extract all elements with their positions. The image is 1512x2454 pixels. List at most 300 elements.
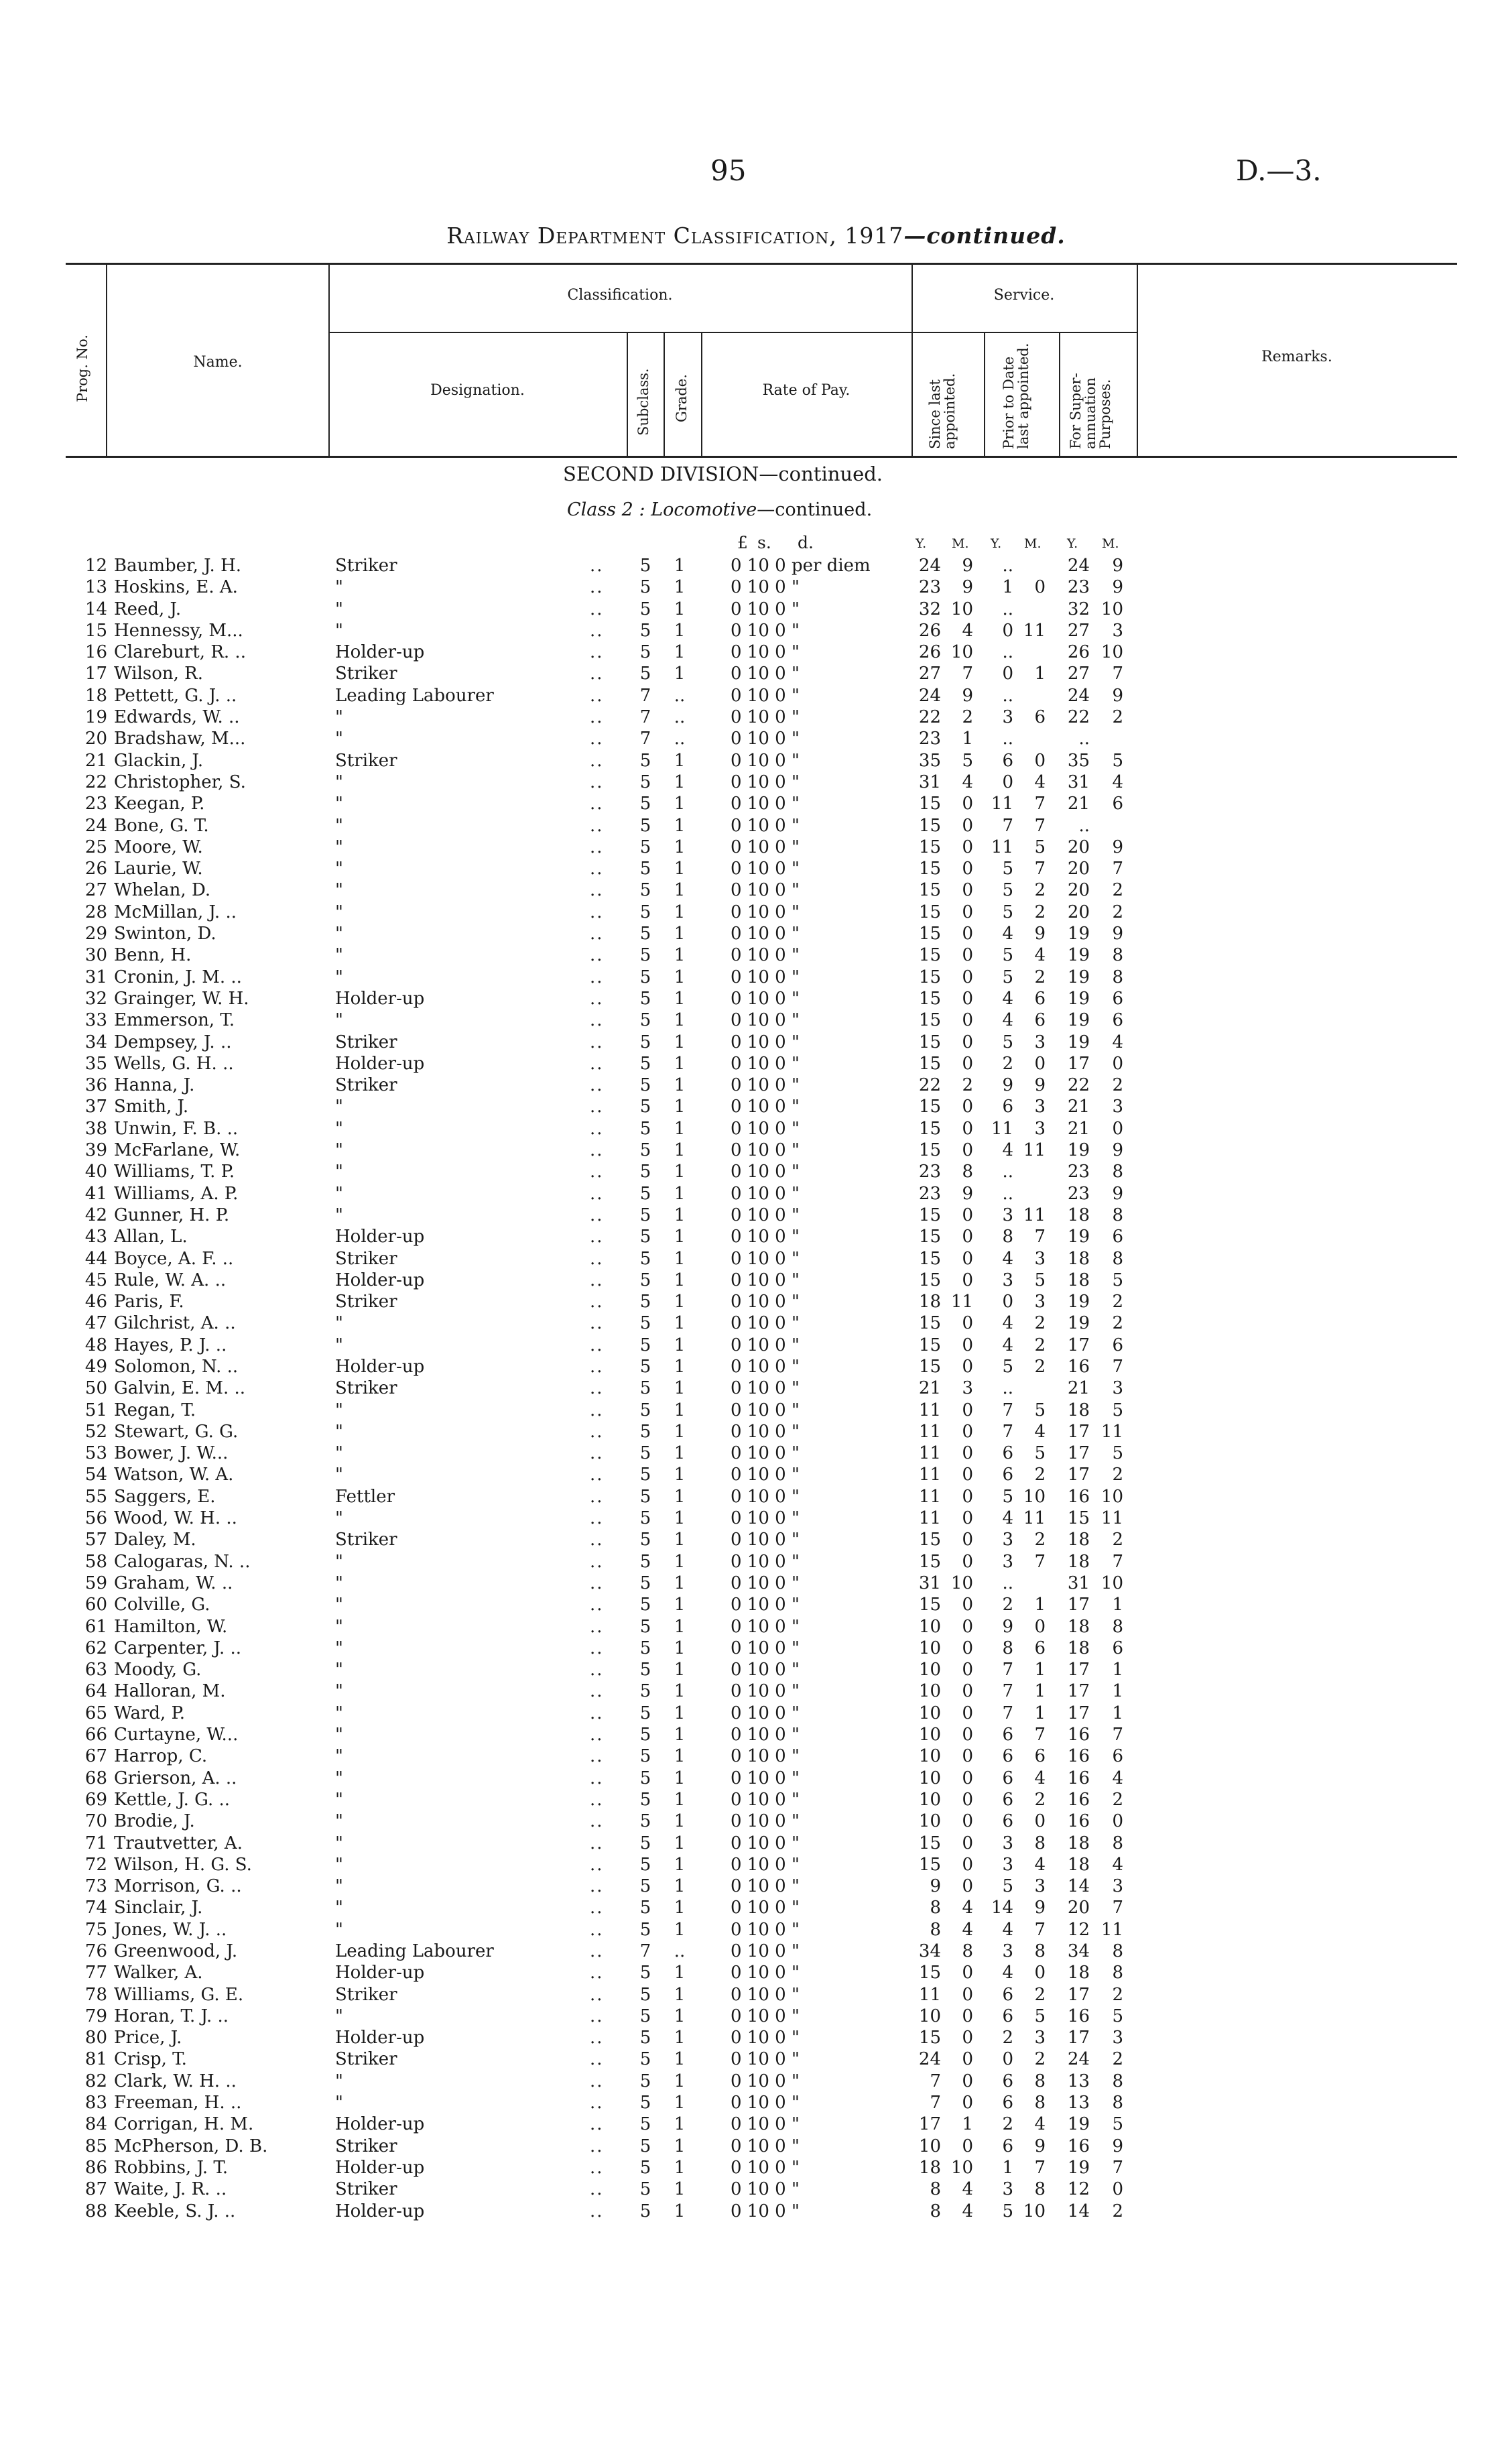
service-rule [911, 332, 1137, 333]
designation-header: Designation. [430, 382, 525, 399]
prior-to-date-header: Prior to Date last appointed. [1001, 343, 1032, 449]
rate-of-pay: 0 10 0 " [731, 1292, 800, 1312]
super-years: 13 [1067, 2071, 1090, 2091]
super-months: 8 [1112, 2093, 1123, 2113]
super-months: 7 [1112, 1551, 1123, 1572]
employee-name: Bradshaw, M... [114, 729, 246, 749]
since-months: 0 [962, 1032, 973, 1052]
leader-dots: .. [590, 1595, 604, 1615]
super-years: 17 [1067, 1421, 1090, 1442]
super-months: 2 [1112, 902, 1123, 922]
designation: " [335, 1118, 343, 1139]
grade: 1 [674, 880, 686, 901]
since-years: 18 [918, 2157, 941, 2178]
since-years: 34 [918, 1941, 941, 1961]
super-months: 2 [1112, 1984, 1123, 2005]
since-months: 0 [962, 1811, 973, 1832]
since-months: 0 [962, 794, 973, 814]
prog-no: 72 [84, 1854, 107, 1875]
prog-no: 46 [84, 1292, 107, 1312]
since-years: 15 [918, 1118, 941, 1139]
super-years: 19 [1067, 2114, 1090, 2135]
rate-of-pay: 0 10 0 " [731, 1313, 800, 1334]
subclass: 5 [639, 1421, 651, 1442]
prior-years: 3 [1002, 1205, 1013, 1225]
rate-of-pay: 0 10 0 " [731, 2136, 800, 2156]
super-months: 5 [1112, 2006, 1123, 2026]
remarks-header: Remarks. [1261, 349, 1332, 365]
super-years: 18 [1067, 1833, 1090, 1853]
since-years: 11 [918, 1421, 941, 1442]
since-months: 11 [950, 1292, 973, 1312]
super-years: 23 [1067, 1162, 1090, 1182]
employee-name: Wilson, H. G. S. [114, 1854, 252, 1875]
since-years: 11 [918, 1465, 941, 1485]
leader-dots: .. [590, 664, 604, 684]
leader-dots: .. [590, 729, 604, 749]
prior-months: 1 [1034, 1660, 1046, 1680]
prog-no: 41 [84, 1183, 107, 1204]
employee-name: Ward, P. [114, 1703, 186, 1723]
super-years: .. [1078, 815, 1090, 836]
employee-name: Bone, G. T. [114, 815, 209, 836]
grade: 1 [674, 577, 686, 598]
leader-dots: .. [590, 902, 604, 922]
grade: 1 [674, 2201, 686, 2221]
prog-no: 54 [84, 1465, 107, 1485]
page-title [0, 223, 1512, 249]
prog-no: 19 [84, 707, 107, 728]
leader-dots: .. [590, 750, 604, 771]
designation: " [335, 837, 343, 857]
prog-no: 55 [84, 1486, 107, 1507]
prior-years: .. [1002, 599, 1013, 619]
rate-of-pay: 0 10 0 " [731, 664, 800, 684]
prog-no: 13 [84, 577, 107, 598]
class-name: Locomotive [651, 499, 757, 520]
leader-dots: .. [590, 1486, 604, 1507]
prior-years: 8 [1002, 1638, 1013, 1658]
leader-dots: .. [590, 1919, 604, 1940]
subclass: 7 [639, 1941, 651, 1961]
leader-dots: .. [590, 1032, 604, 1052]
since-months: 0 [962, 988, 973, 1009]
prior-months: 7 [1034, 1227, 1046, 1247]
grade: 1 [674, 2028, 686, 2048]
since-months: 10 [950, 1573, 973, 1593]
super-years: 17 [1067, 1595, 1090, 1615]
since-years: 22 [918, 707, 941, 728]
super-years: 19 [1067, 1032, 1090, 1052]
employee-name: McPherson, D. B. [114, 2136, 268, 2156]
employee-name: Laurie, W. [114, 859, 203, 879]
since-years: 15 [918, 1010, 941, 1031]
subclass: 5 [639, 1465, 651, 1485]
since-months: 0 [962, 1660, 973, 1680]
prior-years: 0 [1002, 664, 1013, 684]
header-bottom-rule [66, 456, 1457, 458]
super-months: 2 [1112, 1530, 1123, 1550]
super-months: 11 [1100, 1508, 1123, 1529]
rate-of-pay: 0 10 0 " [731, 685, 800, 706]
since-years: 23 [918, 729, 941, 749]
designation: " [335, 729, 343, 749]
since-months: 0 [962, 1725, 973, 1745]
rate-of-pay: 0 10 0 " [731, 1421, 800, 1442]
since-months: 0 [962, 1833, 973, 1853]
super-years: 19 [1067, 1010, 1090, 1031]
subclass: 5 [639, 967, 651, 987]
since-months: 0 [962, 945, 973, 966]
since-months: 0 [962, 1335, 973, 1355]
rate-of-pay: 0 10 0 " [731, 1465, 800, 1485]
prog-no: 33 [84, 1010, 107, 1031]
leader-dots: .. [590, 924, 604, 944]
prog-no: 83 [84, 2093, 107, 2113]
since-years: 15 [918, 1032, 941, 1052]
super-months: 5 [1112, 1270, 1123, 1290]
super-years: 34 [1067, 1941, 1090, 1961]
prior-months: 9 [1034, 924, 1046, 944]
super-years: 23 [1067, 577, 1090, 598]
subclass: 5 [639, 1789, 651, 1810]
designation: Striker [335, 1530, 397, 1550]
rate-of-pay: 0 10 0 " [731, 772, 800, 792]
grade: 1 [674, 1746, 686, 1767]
super-months: 8 [1112, 1963, 1123, 1983]
designation: " [335, 794, 343, 814]
prior-years: 11 [991, 837, 1013, 857]
employee-name: Hoskins, E. A. [114, 577, 238, 598]
prog-no: 76 [84, 1941, 107, 1961]
super-months: 6 [1112, 794, 1123, 814]
since-years: 7 [930, 2071, 941, 2091]
designation: " [335, 1443, 343, 1464]
leader-dots: .. [590, 880, 604, 901]
super-years: 14 [1067, 1876, 1090, 1897]
designation: " [335, 1465, 343, 1485]
designation: Striker [335, 1075, 397, 1096]
leader-dots: .. [590, 1725, 604, 1745]
employee-name: Corrigan, H. M. [114, 2114, 254, 2135]
prog-no: 32 [84, 988, 107, 1009]
designation: " [335, 1097, 343, 1117]
super-months: 2 [1112, 1075, 1123, 1096]
leader-dots: .. [590, 1898, 604, 1918]
super-months: 8 [1112, 945, 1123, 966]
since-months: 9 [962, 1183, 973, 1204]
since-years: 15 [918, 1963, 941, 1983]
leader-dots: .. [590, 1638, 604, 1658]
employee-name: Watson, W. A. [114, 1465, 234, 1485]
prior-years: 7 [1002, 1400, 1013, 1420]
grade: 1 [674, 1140, 686, 1161]
prog-no: 64 [84, 1681, 107, 1702]
since-months: 7 [962, 664, 973, 684]
designation: Striker [335, 1248, 397, 1269]
super-months: 2 [1112, 1465, 1123, 1485]
employee-name: Reed, J. [114, 599, 182, 619]
designation: Holder-up [335, 2028, 425, 2048]
prior-months: 4 [1034, 1854, 1046, 1875]
designation: " [335, 902, 343, 922]
super-years: 14 [1067, 2201, 1090, 2221]
grade: .. [674, 685, 686, 706]
class-suffix: —continued. [757, 499, 873, 520]
rate-of-pay: 0 10 0 " [731, 1660, 800, 1680]
prior-months: 3 [1034, 2028, 1046, 2048]
designation: " [335, 1183, 343, 1204]
rate-of-pay: 0 10 0 " [731, 1530, 800, 1550]
prog-no: 84 [84, 2114, 107, 2135]
subclass: 7 [639, 707, 651, 728]
prog-no: 57 [84, 1530, 107, 1550]
prior-years: 4 [1002, 924, 1013, 944]
since-months: 0 [962, 1053, 973, 1074]
rate-of-pay: 0 10 0 " [731, 1811, 800, 1832]
leader-dots: .. [590, 1789, 604, 1810]
since-months: 10 [950, 642, 973, 663]
prior-years: 3 [1002, 1833, 1013, 1853]
prog-no: 52 [84, 1421, 107, 1442]
since-years: 24 [918, 685, 941, 706]
since-years: 15 [918, 837, 941, 857]
super-months: 4 [1112, 1032, 1123, 1052]
since-years: 8 [930, 1898, 941, 1918]
designation: " [335, 1638, 343, 1658]
since-months: 0 [962, 837, 973, 857]
prior-years: .. [1002, 642, 1013, 663]
grade: 1 [674, 1292, 686, 1312]
subclass: 5 [639, 556, 651, 576]
rate-of-pay: 0 10 0 " [731, 1595, 800, 1615]
since-months: 4 [962, 620, 973, 641]
month-unit: M. [1102, 536, 1119, 551]
designation: " [335, 967, 343, 987]
prior-years: 5 [1002, 945, 1013, 966]
title-suffix: —continued. [903, 223, 1066, 249]
prior-months: 7 [1034, 859, 1046, 879]
super-years: 16 [1067, 1356, 1090, 1377]
since-months: 0 [962, 1248, 973, 1269]
prog-no-header: Prog. No. [74, 334, 90, 402]
since-years: 11 [918, 1400, 941, 1420]
grade: 1 [674, 1443, 686, 1464]
rate-of-pay: 0 10 0 " [731, 880, 800, 901]
employee-name: Carpenter, J. .. [114, 1638, 241, 1658]
employee-name: Whelan, D. [114, 880, 211, 901]
classification-header: Classification. [567, 287, 673, 304]
leader-dots: .. [590, 1616, 604, 1637]
rate-of-pay: 0 10 0 " [731, 1075, 800, 1096]
rate-of-pay: 0 10 0 " [731, 2028, 800, 2048]
rate-of-pay: 0 10 0 " [731, 1486, 800, 1507]
rate-of-pay: 0 10 0 " [731, 2201, 800, 2221]
employee-name: Greenwood, J. [114, 1941, 238, 1961]
since-years: 15 [918, 815, 941, 836]
prior-years: 5 [1002, 1876, 1013, 1897]
super-years: 19 [1067, 1140, 1090, 1161]
service-header: Service. [993, 287, 1055, 304]
prog-no: 12 [84, 556, 107, 576]
rate-of-pay: 0 10 0 " [731, 1638, 800, 1658]
prior-years: .. [1002, 1573, 1013, 1593]
super-months: 8 [1112, 2071, 1123, 2091]
since-years: 15 [918, 945, 941, 966]
since-years: 26 [918, 642, 941, 663]
designation: " [335, 1162, 343, 1182]
prior-years: 2 [1002, 1053, 1013, 1074]
subclass: 5 [639, 1746, 651, 1767]
prior-years: 5 [1002, 1032, 1013, 1052]
since-last-header: Since last appointed. [927, 373, 958, 449]
rate-of-pay: 0 10 0 " [731, 1919, 800, 1940]
prog-no: 43 [84, 1227, 107, 1247]
prior-years: 6 [1002, 2006, 1013, 2026]
leader-dots: .. [590, 2114, 604, 2135]
grade: 1 [674, 1963, 686, 1983]
since-years: 15 [918, 1356, 941, 1377]
super-months: 7 [1112, 1725, 1123, 1745]
designation: Holder-up [335, 2114, 425, 2135]
since-years: 15 [918, 1270, 941, 1290]
employee-name: Sinclair, J. [114, 1898, 203, 1918]
subclass: 5 [639, 902, 651, 922]
leader-dots: .. [590, 1010, 604, 1031]
subclass-header: Subclass. [635, 368, 651, 436]
designation: Holder-up [335, 1227, 425, 1247]
prog-no: 75 [84, 1919, 107, 1940]
leader-dots: .. [590, 1833, 604, 1853]
super-years: 20 [1067, 902, 1090, 922]
rate-of-pay: 0 10 0 " [731, 750, 800, 771]
super-months: 0 [1112, 1118, 1123, 1139]
rate-of-pay: 0 10 0 " [731, 1183, 800, 1204]
rate-of-pay: 0 10 0 " [731, 599, 800, 619]
prior-months: 3 [1034, 1097, 1046, 1117]
subclass: 5 [639, 1573, 651, 1593]
employee-name: Horan, T. J. .. [114, 2006, 229, 2026]
since-months: 8 [962, 1941, 973, 1961]
prior-months: 4 [1034, 2114, 1046, 2135]
year-unit: Y. [991, 536, 1002, 551]
designation: Fettler [335, 1486, 395, 1507]
leader-dots: .. [590, 2157, 604, 2178]
employee-name: Calogaras, N. .. [114, 1551, 251, 1572]
prog-no: 67 [84, 1746, 107, 1767]
super-years: 19 [1067, 945, 1090, 966]
subclass: 5 [639, 1876, 651, 1897]
employee-name: Williams, G. E. [114, 1984, 244, 2005]
since-months: 0 [962, 1465, 973, 1485]
employee-name: Grainger, W. H. [114, 988, 249, 1009]
rate-of-pay: 0 10 0 " [731, 1053, 800, 1074]
subclass: 5 [639, 1097, 651, 1117]
designation: " [335, 1876, 343, 1897]
prog-no: 29 [84, 924, 107, 944]
employee-name: Gunner, H. P. [114, 1205, 230, 1225]
subclass: 5 [639, 1833, 651, 1853]
grade: 1 [674, 902, 686, 922]
prog-no: 59 [84, 1573, 107, 1593]
designation: " [335, 1703, 343, 1723]
super-years: 15 [1067, 1508, 1090, 1529]
since-years: 15 [918, 967, 941, 987]
class-title [567, 499, 872, 520]
super-months: 3 [1112, 1097, 1123, 1117]
since-years: 10 [918, 1725, 941, 1745]
subclass: 5 [639, 1768, 651, 1788]
since-years: 15 [918, 1248, 941, 1269]
rate-of-pay: 0 10 0 " [731, 859, 800, 879]
grade: .. [674, 707, 686, 728]
employee-name: Keeble, S. J. .. [114, 2201, 236, 2221]
prog-no: 81 [84, 2049, 107, 2070]
super-months: 7 [1112, 859, 1123, 879]
subclass: 5 [639, 2028, 651, 2048]
leader-dots: .. [590, 2071, 604, 2091]
prior-months: 7 [1034, 1919, 1046, 1940]
since-years: 10 [918, 2136, 941, 2156]
prog-no: 47 [84, 1313, 107, 1334]
leader-dots: .. [590, 1162, 604, 1182]
since-years: 22 [918, 1075, 941, 1096]
since-months: 0 [962, 902, 973, 922]
rate-of-pay: 0 10 0 " [731, 1162, 800, 1182]
designation: " [335, 1854, 343, 1875]
grade: 1 [674, 1984, 686, 2005]
employee-name: Williams, A. P. [114, 1183, 239, 1204]
prog-no: 62 [84, 1638, 107, 1658]
prior-years: 1 [1002, 577, 1013, 598]
super-years: 16 [1067, 1768, 1090, 1788]
super-months: 5 [1112, 750, 1123, 771]
prog-no: 87 [84, 2179, 107, 2200]
subclass: 5 [639, 2136, 651, 2156]
since-years: 15 [918, 794, 941, 814]
leader-dots: .. [590, 1465, 604, 1485]
grade: 1 [674, 1335, 686, 1355]
designation: Striker [335, 1292, 397, 1312]
grade: 1 [674, 750, 686, 771]
designation: " [335, 1833, 343, 1853]
rate-of-pay: 0 10 0 " [731, 815, 800, 836]
since-months: 0 [962, 1140, 973, 1161]
designation: " [335, 2071, 343, 2091]
since-months: 0 [962, 1010, 973, 1031]
employee-name: Harrop, C. [114, 1746, 208, 1767]
prior-years: .. [1002, 1162, 1013, 1182]
subclass: 5 [639, 2006, 651, 2026]
month-unit: M. [952, 536, 969, 551]
prog-no: 36 [84, 1075, 107, 1096]
prog-no: 71 [84, 1833, 107, 1853]
grade: 1 [674, 2071, 686, 2091]
prog-no: 20 [84, 729, 107, 749]
super-years: 19 [1067, 1292, 1090, 1312]
prior-months: 4 [1034, 945, 1046, 966]
rate-of-pay: 0 10 0 " [731, 2093, 800, 2113]
grade: 1 [674, 1162, 686, 1182]
title-main: Railway Department Classification, 1917 [446, 223, 904, 249]
prog-no: 68 [84, 1768, 107, 1788]
prior-months: 7 [1034, 1551, 1046, 1572]
prior-months: 2 [1034, 2049, 1046, 2070]
since-years: 32 [918, 599, 941, 619]
super-months: 2 [1112, 2049, 1123, 2070]
designation: " [335, 1313, 343, 1334]
subclass: 5 [639, 2201, 651, 2221]
